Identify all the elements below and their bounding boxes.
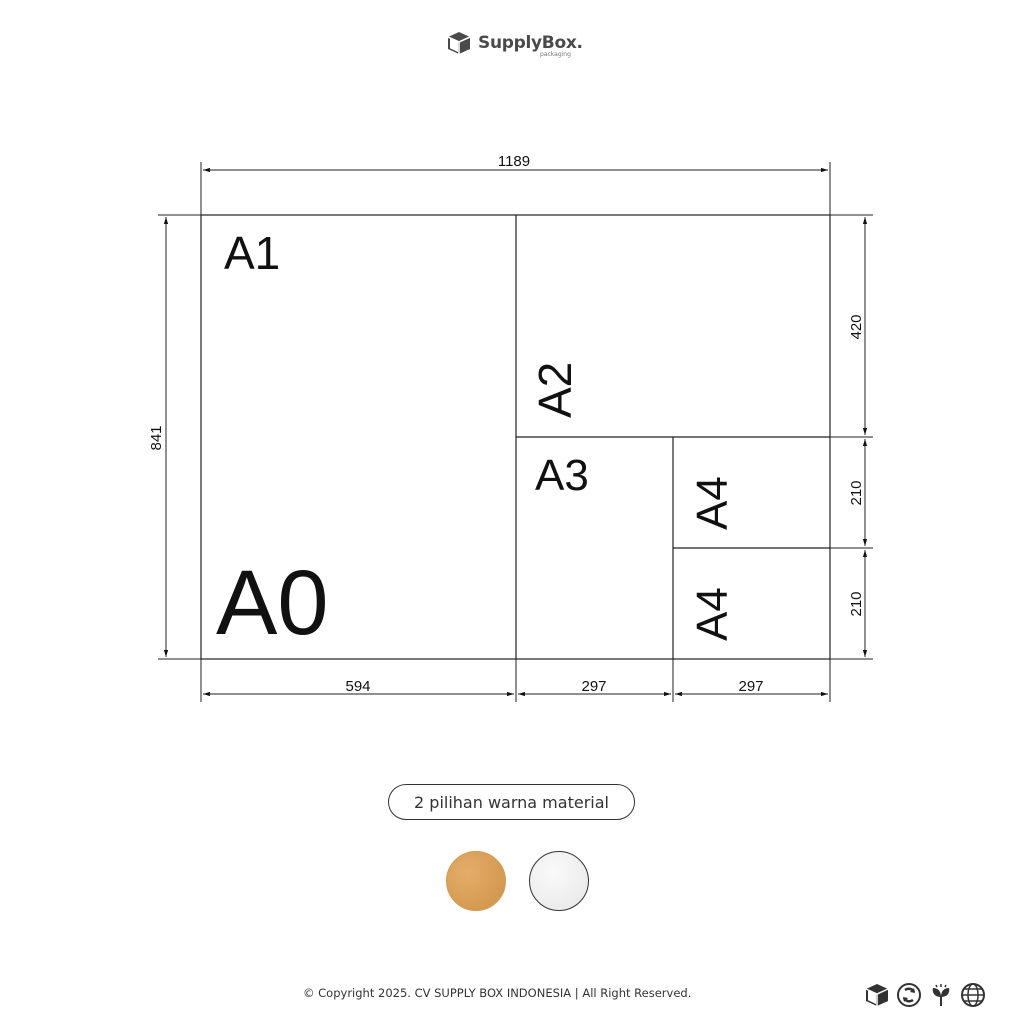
- footer-icon-row: [864, 982, 986, 1008]
- sheet-label-a0: A0: [216, 552, 329, 654]
- sheet-label-a4-bottom: A4: [688, 587, 737, 641]
- eco-leaf-icon: [928, 982, 954, 1008]
- globe-icon: [960, 982, 986, 1008]
- material-options-label: 2 pilihan warna material: [388, 784, 635, 820]
- dim-width-total: 1189: [497, 153, 531, 170]
- dim-right-210-a: 210: [848, 480, 865, 506]
- footer-copyright: © Copyright 2025. CV SUPPLY BOX INDONESIA | All Right Reserved.: [303, 986, 692, 1000]
- recycle-icon: [896, 982, 922, 1008]
- dim-bottom-297-a: 297: [581, 678, 607, 695]
- swatch-kraft[interactable]: [446, 851, 506, 911]
- brand-name: SupplyBox.: [478, 32, 583, 53]
- dim-right-420: 420: [848, 314, 865, 340]
- sheet-label-a4-top: A4: [688, 476, 737, 530]
- sheet-label-a2: A2: [529, 361, 581, 418]
- sheet-label-a3: A3: [535, 451, 589, 500]
- dim-bottom-297-b: 297: [738, 678, 764, 695]
- dim-right-210-b: 210: [848, 591, 865, 617]
- box-icon: [864, 982, 890, 1008]
- dim-height-total: 841: [148, 425, 165, 451]
- swatch-white[interactable]: [529, 851, 589, 911]
- sheet-label-a1: A1: [224, 227, 281, 279]
- brand-tagline: packaging: [540, 51, 571, 58]
- dim-bottom-594: 594: [345, 678, 371, 695]
